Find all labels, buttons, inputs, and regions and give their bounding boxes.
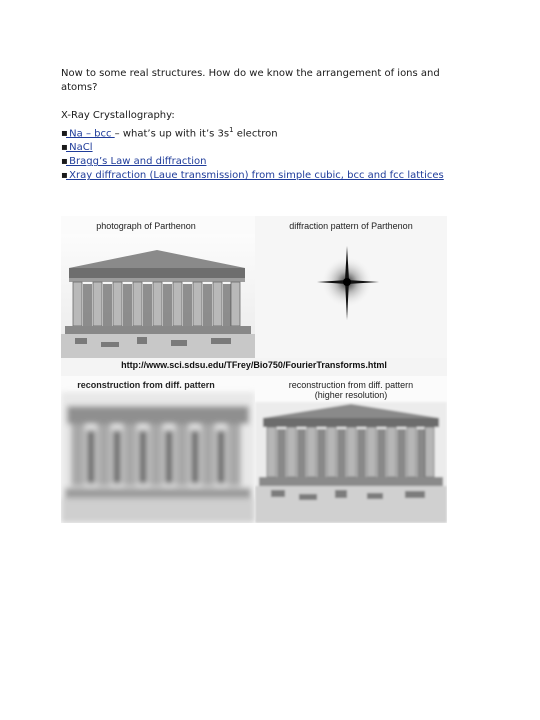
superscript: 1 — [229, 126, 234, 134]
link-bragg-law[interactable]: Bragg’s Law and diffraction — [66, 156, 207, 168]
intro-line-1: Now to some real structures. How do we know the arrangement of ions and — [61, 68, 440, 79]
sharper-reconstruction — [255, 376, 447, 523]
photograph-caption: photograph of Parthenon — [96, 221, 196, 231]
reconstruction-caption: reconstruction from diff. pattern — [77, 380, 215, 390]
bullet-item-na-bcc — [61, 123, 461, 141]
photograph-panel — [61, 216, 255, 358]
intro-line-2: atoms? — [61, 82, 98, 93]
hires-reconstruction-panel — [255, 376, 447, 523]
diffraction-caption: diffraction pattern of Parthenon — [289, 221, 413, 231]
parthenon-figure — [61, 216, 447, 523]
link-na-bcc[interactable]: Na – bcc — [66, 128, 115, 140]
source-url: http://www.sci.sdsu.edu/TFrey/Bio750/FourierTransforms.html — [121, 360, 387, 370]
bullet-item-xray — [61, 169, 461, 183]
bullet-text: – what’s up with it’s 3s — [114, 128, 230, 140]
bullet-marker-icon: ▪ — [61, 142, 68, 154]
bullet-item-nacl — [61, 141, 461, 155]
diffraction-star — [255, 216, 447, 358]
bullet-marker-icon: ▪ — [61, 128, 68, 140]
text-block — [61, 67, 461, 183]
blurry-reconstruction — [61, 376, 255, 523]
parthenon-photo — [61, 216, 255, 358]
section-heading: X-Ray Crystallography: — [61, 110, 175, 121]
bullet-text-end: electron — [233, 128, 278, 140]
spacer — [61, 95, 461, 109]
link-xray-diffraction[interactable]: Xray diffraction (Laue transmission) from simple cubic, bcc and fcc lattices — [66, 170, 444, 182]
hires-caption-line-1: reconstruction from diff. pattern — [288, 380, 414, 390]
link-nacl[interactable]: NaCl — [66, 142, 93, 154]
bullet-marker-icon: ▪ — [61, 156, 68, 168]
reconstruction-panel — [61, 376, 255, 523]
bullet-item-bragg — [61, 155, 461, 169]
diffraction-panel — [255, 216, 447, 358]
bullet-marker-icon: ▪ — [61, 170, 68, 182]
hires-caption-line-2: (higher resolution) — [314, 390, 388, 400]
